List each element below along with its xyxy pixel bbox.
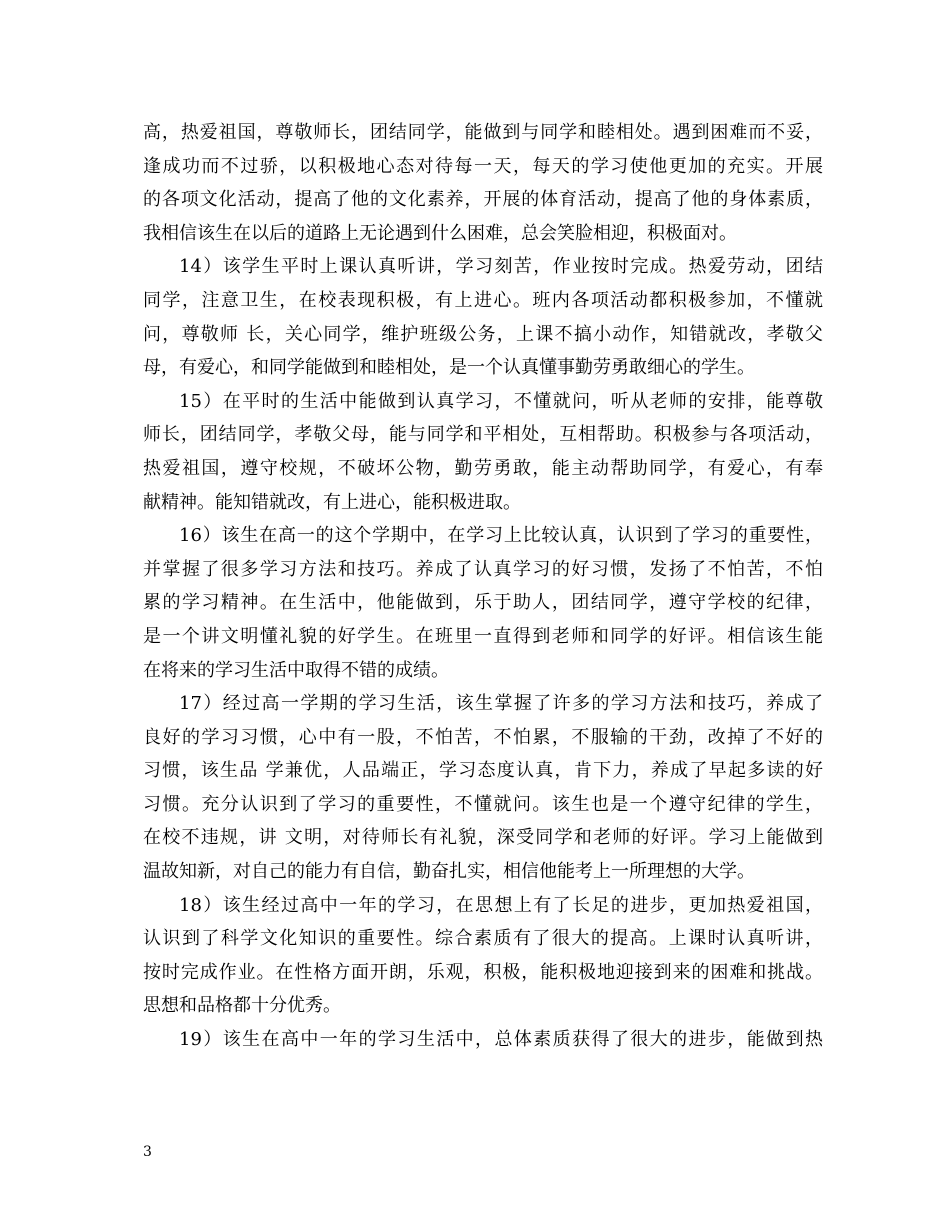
text-line: 在校不违规，讲 文明，对待师长有礼貌，深受同学和老师的好评。学习上能做到 [143,827,823,849]
paragraph-19-first-line: 19）该生在高中一年的学习生活中，总体素质获得了很大的进步，能做到热 [179,1029,823,1051]
text-line: 逢成功而不过骄，以积极地心态对待每一天，每天的学习使他更加的充实。开展 [143,155,823,177]
text-line: 在将来的学习生活中取得不错的成绩。 [143,659,449,681]
text-line: 认识到了科学文化知识的重要性。综合素质有了很大的提高。上课时认真听讲， [143,928,823,950]
paragraph-14-first-line: 14）该学生平时上课认真听讲，学习刻苦，作业按时完成。热爱劳动，团结 [179,256,823,278]
paragraph-15-first-line: 15）在平时的生活中能做到认真学习，不懂就问，听从老师的安排，能尊敬 [179,390,823,412]
paragraph-17-first-line: 17）经过高一学期的学习生活，该生掌握了许多的学习方法和技巧，养成了 [179,693,823,715]
text-line: 并掌握了很多学习方法和技巧。养成了认真学习的好习惯，发扬了不怕苦，不怕 [143,558,823,580]
text-line: 良好的学习习惯，心中有一股，不怕苦，不怕累，不服输的干劲，改掉了不好的 [143,726,823,748]
text-line: 热爱祖国，遵守校规，不破坏公物，勤劳勇敢，能主动帮助同学，有爱心，有奉 [143,457,823,479]
text-line: 同学，注意卫生，在校表现积极，有上进心。班内各项活动都积极参加，不懂就 [143,289,823,311]
text-line: 母，有爱心，和同学能做到和睦相处，是一个认真懂事勤劳勇敢细心的学生。 [143,357,755,379]
body-text [143,116,823,1057]
text-line: 问，尊敬师 长，关心同学，维护班级公务，上课不搞小动作，知错就改，孝敬父 [143,323,823,345]
text-line: 按时完成作业。在性格方面开朗，乐观，积极，能积极地迎接到来的困难和挑战。 [143,961,823,983]
text-line: 习惯。充分认识到了学习的重要性，不懂就问。该生也是一个遵守纪律的学生， [143,793,823,815]
text-line: 温故知新，对自己的能力有自信，勤奋扎实，相信他能考上一所理想的大学。 [143,861,755,883]
text-line: 思想和品格都十分优秀。 [143,995,341,1017]
text-line: 师长，团结同学，孝敬父母，能与同学和平相处，互相帮助。积极参与各项活动， [143,424,823,446]
text-line: 是一个讲文明懂礼貌的好学生。在班里一直得到老师和同学的好评。相信该生能 [143,625,823,647]
paragraph-16-first-line: 16）该生在高一的这个学期中，在学习上比较认真，认识到了学习的重要性， [179,525,823,547]
text-line: 习惯，该生品 学兼优，人品端正，学习态度认真，肯下力，养成了早起多读的好 [143,760,823,782]
paragraph-18-first-line: 18）该生经过高中一年的学习，在思想上有了长足的进步，更加热爱祖国， [179,894,823,916]
text-line: 我相信该生在以后的道路上无论遇到什么困难，总会笑脸相迎，积极面对。 [143,222,737,244]
text-line: 高，热爱祖国，尊敬师长，团结同学，能做到与同学和睦相处。遇到困难而不妥， [143,122,823,143]
page-number: 3 [143,1144,152,1160]
text-line: 献精神。能知错就改，有上进心，能积极进取。 [143,491,521,513]
text-line: 的各项文化活动，提高了他的文化素养，开展的体育活动，提高了他的身体素质， [143,189,823,211]
text-line: 累的学习精神。在生活中，他能做到，乐于助人，团结同学，遵守学校的纪律， [143,592,823,614]
